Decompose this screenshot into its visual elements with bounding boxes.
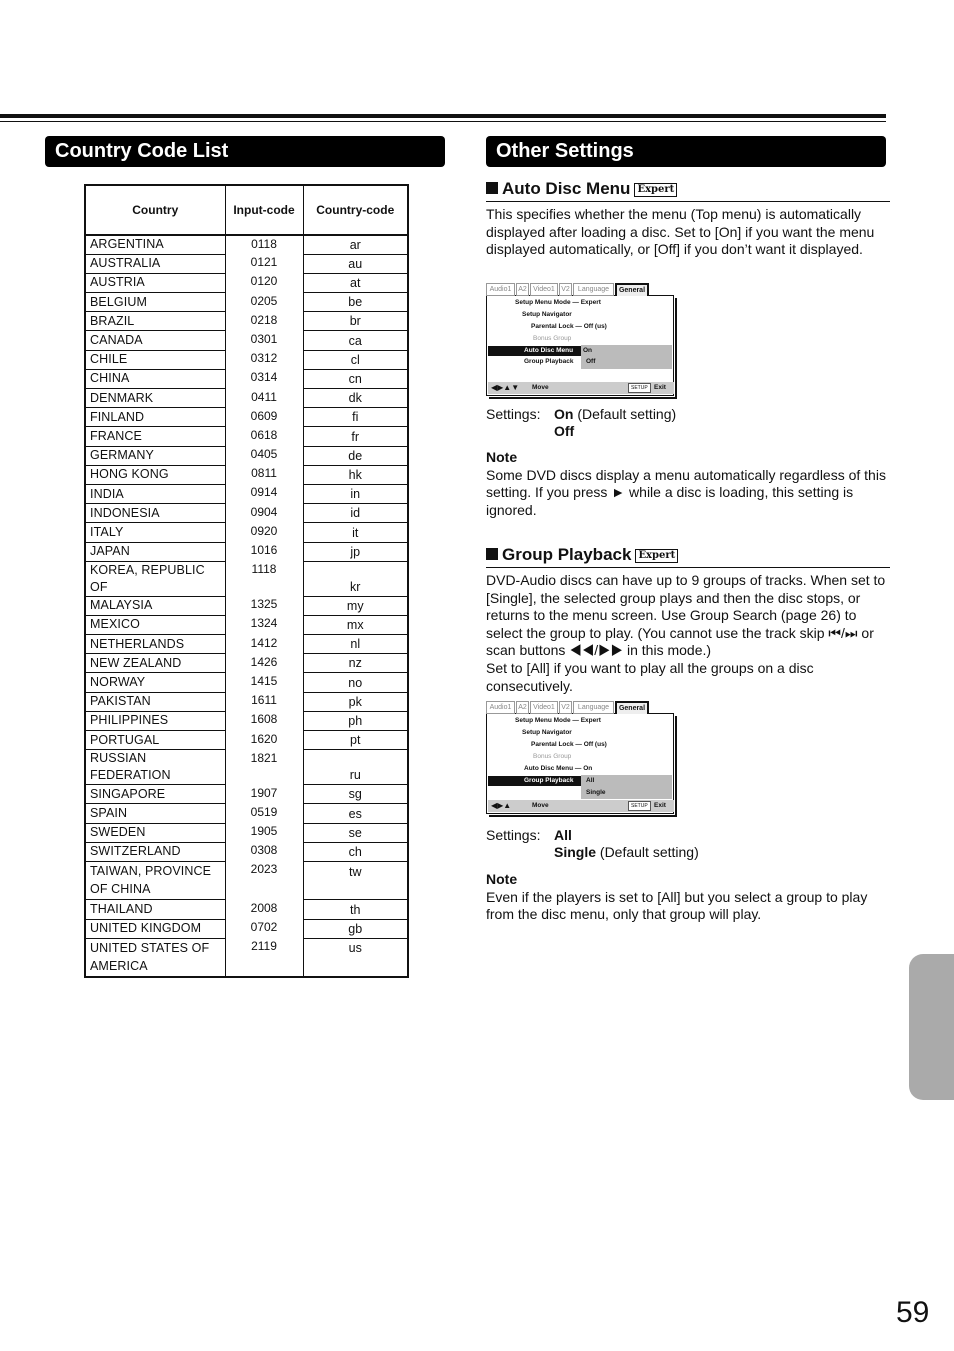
setting-all: All bbox=[554, 827, 572, 843]
table-row bbox=[85, 561, 408, 596]
table-row bbox=[85, 900, 408, 919]
screen-line: Parental Lock — Off (us) bbox=[531, 741, 607, 748]
input-code-cell: 1415 bbox=[225, 673, 303, 692]
settings-values bbox=[554, 827, 699, 861]
country-cell: CHILE bbox=[85, 350, 225, 369]
screen-options-box bbox=[581, 345, 672, 369]
table-row bbox=[85, 673, 408, 692]
auto-disc-menu-note bbox=[486, 449, 890, 519]
table-row bbox=[85, 408, 408, 427]
top-rule-thin bbox=[0, 121, 886, 122]
table-row bbox=[85, 861, 408, 880]
screen-line: Group Playback bbox=[524, 358, 574, 365]
input-code-cell: 0205 bbox=[225, 293, 303, 312]
country-code-cell: au bbox=[303, 254, 408, 273]
country-code-cell: mx bbox=[303, 615, 408, 634]
input-code-cell: 0411 bbox=[225, 389, 303, 408]
country-cell: SPAIN bbox=[85, 804, 225, 823]
input-code-cell: 1608 bbox=[225, 711, 303, 730]
country-cell: RUSSIAN FEDERATION bbox=[85, 750, 225, 785]
country-code-cell bbox=[303, 881, 408, 900]
tab-audio1: Audio1 bbox=[486, 283, 515, 296]
input-code-cell bbox=[225, 881, 303, 900]
country-code-cell: pk bbox=[303, 692, 408, 711]
country-cell: CHINA bbox=[85, 369, 225, 388]
screen-tabs bbox=[486, 283, 676, 296]
input-code-cell bbox=[225, 957, 303, 976]
header-input-code: Input-code bbox=[225, 185, 303, 235]
setting-on-note: (Default setting) bbox=[573, 406, 677, 422]
screen-line: Bonus Group bbox=[533, 753, 572, 760]
country-cell: TAIWAN, PROVINCE bbox=[85, 861, 225, 880]
country-cell: SINGAPORE bbox=[85, 785, 225, 804]
country-code-cell: ph bbox=[303, 711, 408, 730]
square-bullet-icon bbox=[486, 548, 498, 560]
country-cell: SWEDEN bbox=[85, 823, 225, 842]
screen-frame bbox=[486, 295, 674, 396]
page-number: 59 bbox=[896, 1296, 930, 1329]
input-code-cell: 1611 bbox=[225, 692, 303, 711]
table-row bbox=[85, 938, 408, 957]
country-cell: NORWAY bbox=[85, 673, 225, 692]
country-code-cell: se bbox=[303, 823, 408, 842]
input-code-cell: 1821 bbox=[225, 750, 303, 785]
country-code-cell: gb bbox=[303, 919, 408, 938]
tab-language: Language bbox=[573, 701, 614, 714]
input-code-cell: 2023 bbox=[225, 861, 303, 880]
input-code-cell: 0920 bbox=[225, 523, 303, 542]
country-code-cell: nz bbox=[303, 654, 408, 673]
table-row bbox=[85, 692, 408, 711]
table-row bbox=[85, 842, 408, 861]
country-code-cell: de bbox=[303, 446, 408, 465]
note-text-end: while a disc is loading, this setting is ignored. bbox=[486, 484, 854, 518]
country-cell: FRANCE bbox=[85, 427, 225, 446]
country-code-cell: id bbox=[303, 504, 408, 523]
screen-frame bbox=[486, 713, 674, 814]
table-row bbox=[85, 881, 408, 900]
country-code-cell: tw bbox=[303, 861, 408, 880]
auto-disc-menu-rule bbox=[486, 201, 890, 202]
tab-a2: A2 bbox=[516, 701, 529, 714]
input-code-cell: 0811 bbox=[225, 465, 303, 484]
group-playback-note bbox=[486, 871, 890, 924]
input-code-cell: 1620 bbox=[225, 731, 303, 750]
country-code-cell: ch bbox=[303, 842, 408, 861]
auto-disc-menu-settings bbox=[486, 406, 786, 442]
country-cell: SWITZERLAND bbox=[85, 842, 225, 861]
country-cell: JAPAN bbox=[85, 542, 225, 561]
country-cell: ARGENTINA bbox=[85, 235, 225, 254]
country-code-cell: in bbox=[303, 484, 408, 503]
setting-single: Single bbox=[554, 844, 597, 860]
country-code-cell: sg bbox=[303, 785, 408, 804]
country-cell: BELGIUM bbox=[85, 293, 225, 312]
tab-video1: Video1 bbox=[530, 701, 558, 714]
table-row bbox=[85, 804, 408, 823]
footer-move: Move bbox=[532, 802, 549, 809]
table-row bbox=[85, 484, 408, 503]
table-row bbox=[85, 635, 408, 654]
table-row bbox=[85, 615, 408, 634]
screen-line: Setup Menu Mode — Expert bbox=[515, 299, 601, 306]
input-code-cell: 0405 bbox=[225, 446, 303, 465]
screen-highlight: Group Playback bbox=[488, 776, 581, 786]
group-playback-settings bbox=[486, 827, 786, 863]
table-row bbox=[85, 465, 408, 484]
direction-arrows-icon: ◀▶▲▼ bbox=[491, 383, 520, 392]
table-row bbox=[85, 273, 408, 292]
country-cell: FINLAND bbox=[85, 408, 225, 427]
table-row bbox=[85, 235, 408, 254]
country-code-cell: hk bbox=[303, 465, 408, 484]
country-cell: CANADA bbox=[85, 331, 225, 350]
country-code-cell: br bbox=[303, 312, 408, 331]
country-cell: THAILAND bbox=[85, 900, 225, 919]
square-bullet-icon bbox=[486, 182, 498, 194]
side-thumb-tab bbox=[909, 954, 954, 1100]
setting-single-note: (Default setting) bbox=[596, 844, 699, 860]
country-cell: AMERICA bbox=[85, 957, 225, 976]
country-cell: INDIA bbox=[85, 484, 225, 503]
table-row bbox=[85, 919, 408, 938]
other-settings-title: Other Settings bbox=[496, 140, 634, 162]
country-code-cell: ru bbox=[303, 750, 408, 785]
country-code-list-title: Country Code List bbox=[55, 140, 229, 162]
country-code-cell: no bbox=[303, 673, 408, 692]
country-cell: MALAYSIA bbox=[85, 596, 225, 615]
country-cell: UNITED KINGDOM bbox=[85, 919, 225, 938]
table-row bbox=[85, 596, 408, 615]
input-code-cell: 1016 bbox=[225, 542, 303, 561]
country-cell: NETHERLANDS bbox=[85, 635, 225, 654]
setting-off: Off bbox=[554, 423, 575, 439]
table-row bbox=[85, 957, 408, 976]
input-code-cell: 2119 bbox=[225, 938, 303, 957]
country-cell: KOREA, REPUBLIC OF bbox=[85, 561, 225, 596]
input-code-cell: 0904 bbox=[225, 504, 303, 523]
tab-v2: V2 bbox=[559, 283, 572, 296]
screen-option-on: On bbox=[583, 347, 593, 354]
screen-tabs bbox=[486, 701, 676, 714]
tab-video1: Video1 bbox=[530, 283, 558, 296]
input-code-cell: 0702 bbox=[225, 919, 303, 938]
country-cell: ITALY bbox=[85, 523, 225, 542]
country-cell: PHILIPPINES bbox=[85, 711, 225, 730]
country-cell: AUSTRIA bbox=[85, 273, 225, 292]
country-code-cell: be bbox=[303, 293, 408, 312]
input-code-cell: 0308 bbox=[225, 842, 303, 861]
screen-footer bbox=[488, 382, 674, 394]
screen-line: Parental Lock — Off (us) bbox=[531, 323, 607, 330]
group-playback-description bbox=[486, 572, 890, 695]
table-row bbox=[85, 504, 408, 523]
country-code-cell: dk bbox=[303, 389, 408, 408]
auto-disc-menu-title: Auto Disc Menu bbox=[502, 179, 631, 198]
table-row bbox=[85, 823, 408, 842]
group-playback-heading bbox=[486, 545, 678, 565]
country-cell: DENMARK bbox=[85, 389, 225, 408]
header-country: Country bbox=[85, 185, 225, 235]
footer-move: Move bbox=[532, 384, 549, 391]
screen-option-off: Off bbox=[586, 358, 596, 365]
input-code-cell: 1907 bbox=[225, 785, 303, 804]
group-playback-title: Group Playback bbox=[502, 545, 632, 564]
screen-line: Bonus Group bbox=[533, 335, 572, 342]
country-code-cell: cn bbox=[303, 369, 408, 388]
table-row bbox=[85, 750, 408, 785]
country-cell: UNITED STATES OF bbox=[85, 938, 225, 957]
setup-button-icon: SETUP bbox=[628, 383, 651, 393]
country-code-cell: jp bbox=[303, 542, 408, 561]
top-rule bbox=[0, 114, 886, 118]
country-code-cell: nl bbox=[303, 635, 408, 654]
table-row bbox=[85, 389, 408, 408]
group-playback-body-2: Set to [All] if you want to play all the groups on a disc consecutively. bbox=[486, 659, 814, 694]
settings-values bbox=[554, 406, 676, 440]
screen-line: Auto Disc Menu — On bbox=[524, 765, 593, 772]
table-row bbox=[85, 369, 408, 388]
input-code-cell: 0312 bbox=[225, 350, 303, 369]
input-code-cell: 1412 bbox=[225, 635, 303, 654]
table-row bbox=[85, 350, 408, 369]
expert-badge: Expert bbox=[635, 549, 678, 563]
input-code-cell: 1426 bbox=[225, 654, 303, 673]
table-row bbox=[85, 731, 408, 750]
input-code-cell: 2008 bbox=[225, 900, 303, 919]
footer-exit: Exit bbox=[654, 802, 666, 809]
country-code-cell: ar bbox=[349, 237, 361, 252]
input-code-cell: 1905 bbox=[225, 823, 303, 842]
input-code-cell: 1325 bbox=[225, 596, 303, 615]
country-code-cell: it bbox=[303, 523, 408, 542]
note-text: Some DVD discs display a menu automatically regardless of this setting. If you press bbox=[486, 466, 886, 501]
country-cell: MEXICO bbox=[85, 615, 225, 634]
play-icon: ► bbox=[611, 484, 626, 501]
country-code-cell: th bbox=[303, 900, 408, 919]
auto-disc-menu-heading bbox=[486, 179, 677, 199]
note-body: Even if the players is set to [All] but you select a group to play from the disc menu, only that group will play. bbox=[486, 888, 868, 923]
setup-button-icon: SETUP bbox=[628, 801, 651, 811]
group-playback-rule bbox=[486, 567, 890, 568]
country-cell: PORTUGAL bbox=[85, 731, 225, 750]
auto-disc-menu-description: This specifies whether the menu (Top menu) is automatically displayed after loading a disc. Set to [On] if you want the menu displayed automatically, or [Off] if you don’t want it displayed. bbox=[486, 206, 875, 258]
screen-option-all: All bbox=[586, 777, 595, 784]
footer-exit: Exit bbox=[654, 384, 666, 391]
country-code-cell: at bbox=[303, 273, 408, 292]
table-row bbox=[85, 427, 408, 446]
input-code-cell: 0218 bbox=[225, 312, 303, 331]
input-code-cell: 0609 bbox=[225, 408, 303, 427]
table-row bbox=[85, 446, 408, 465]
header-country-code: Country-code bbox=[303, 185, 408, 235]
table-row bbox=[85, 542, 408, 561]
note-heading: Note bbox=[486, 871, 518, 887]
settings-label: Settings: bbox=[486, 827, 541, 843]
country-cell: AUSTRALIA bbox=[85, 254, 225, 273]
input-code-cell: 0301 bbox=[225, 331, 303, 350]
tab-general: General bbox=[615, 701, 649, 714]
screen-option-single: Single bbox=[586, 789, 606, 796]
country-code-cell: fr bbox=[303, 427, 408, 446]
country-code-cell bbox=[303, 957, 408, 976]
tab-a2: A2 bbox=[516, 283, 529, 296]
country-code-cell: cl bbox=[303, 350, 408, 369]
direction-arrows-icon: ◀▶▲ bbox=[491, 801, 512, 810]
input-code-cell: 1118 bbox=[225, 561, 303, 596]
country-code-cell: kr bbox=[303, 561, 408, 596]
table-row bbox=[85, 312, 408, 331]
tab-language: Language bbox=[573, 283, 614, 296]
country-cell: INDONESIA bbox=[85, 504, 225, 523]
note-body bbox=[486, 467, 890, 520]
table-row bbox=[85, 523, 408, 542]
tab-general: General bbox=[615, 283, 649, 296]
screen-line: Setup Navigator bbox=[522, 311, 572, 318]
auto-disc-menu-screen bbox=[486, 283, 676, 398]
table-row bbox=[85, 654, 408, 673]
country-code-list-title-bar bbox=[45, 136, 445, 167]
setting-on: On bbox=[554, 406, 574, 422]
tab-audio1: Audio1 bbox=[486, 701, 515, 714]
input-code-cell: 0914 bbox=[225, 484, 303, 503]
country-cell: OF CHINA bbox=[85, 881, 225, 900]
country-cell: HONG KONG bbox=[85, 465, 225, 484]
country-code-table bbox=[84, 184, 409, 978]
settings-label: Settings: bbox=[486, 406, 541, 422]
screen-footer bbox=[488, 800, 674, 812]
group-playback-body-1: DVD-Audio discs can have up to 9 groups of tracks. When set to [Single], the selected group plays and then the disc stops, or returns to the menu screen. Use Group Search (page 26) to select the group to play. (You cannot use the track skip ⏮/⏭ or scan buttons ◀◀/▶▶ in this mode.) bbox=[486, 572, 886, 659]
table-row bbox=[85, 254, 408, 273]
country-code-cell: fi bbox=[303, 408, 408, 427]
country-code-cell: us bbox=[303, 938, 408, 957]
table-row bbox=[85, 785, 408, 804]
other-settings-title-bar bbox=[486, 136, 886, 167]
country-cell: GERMANY bbox=[85, 446, 225, 465]
country-cell: NEW ZEALAND bbox=[85, 654, 225, 673]
screen-line: Setup Menu Mode — Expert bbox=[515, 717, 601, 724]
table-row bbox=[85, 331, 408, 350]
input-code-cell: 0618 bbox=[225, 427, 303, 446]
screen-line: Setup Navigator bbox=[522, 729, 572, 736]
input-code-cell: 1324 bbox=[225, 615, 303, 634]
table-row bbox=[85, 293, 408, 312]
screen-highlight: Auto Disc Menu bbox=[488, 346, 581, 356]
table-row bbox=[85, 711, 408, 730]
input-code-cell: 0314 bbox=[225, 369, 303, 388]
country-code-cell: my bbox=[303, 596, 408, 615]
table-header-row bbox=[85, 185, 408, 235]
input-code-cell: 0120 bbox=[225, 273, 303, 292]
input-code-cell: 0519 bbox=[225, 804, 303, 823]
country-code-cell: pt bbox=[303, 731, 408, 750]
country-cell: BRAZIL bbox=[85, 312, 225, 331]
country-cell: PAKISTAN bbox=[85, 692, 225, 711]
group-playback-screen bbox=[486, 701, 676, 816]
note-heading: Note bbox=[486, 449, 518, 465]
country-code-cell: ca bbox=[303, 331, 408, 350]
input-code-cell: 0118 bbox=[225, 235, 303, 254]
expert-badge: Expert bbox=[634, 183, 677, 197]
country-code-cell: es bbox=[303, 804, 408, 823]
tab-v2: V2 bbox=[559, 701, 572, 714]
input-code-cell: 0121 bbox=[225, 254, 303, 273]
